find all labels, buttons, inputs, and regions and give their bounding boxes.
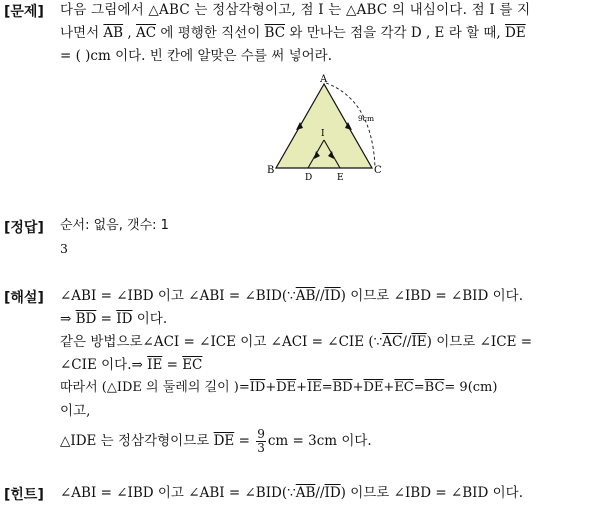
fraction-denominator: 3 <box>257 441 265 455</box>
solution-text: 이다. <box>136 311 168 327</box>
segment-ab: $\overline{AB}$ <box>295 485 316 501</box>
plus-sign: + <box>296 380 308 395</box>
solution-line-3 <box>60 332 587 355</box>
solution-body <box>60 286 587 458</box>
question-text: , <box>127 25 132 41</box>
solution-text: ∠CIE 이다.⇒ <box>60 357 143 373</box>
question-tag: [문제] <box>4 4 44 20</box>
answer-line-1: 순서: 없음, 갯수: 1 <box>60 218 169 233</box>
solution-tag: [해설] <box>4 290 44 306</box>
triangle-abc <box>276 84 375 168</box>
fraction-numerator: 9 <box>257 427 265 441</box>
answer-value: 3 <box>60 241 68 256</box>
solution-text: // <box>402 334 412 350</box>
solution-line-5 <box>60 378 587 401</box>
solution-text: // <box>315 288 325 304</box>
segment-ec: $\overline{EC}$ <box>394 380 414 395</box>
solution-text: 따라서 (△IDE 의 둘레의 길이 )= <box>60 380 250 395</box>
question-line-1: 다음 그림에서 △ABC 는 정삼각형이고, 점 I 는 △ABC 의 내심이다. 점 I 를 지 <box>60 2 531 18</box>
segment-id: $\overline{ID}$ <box>249 380 266 395</box>
solution-text: ) 이므로 ∠ICE = <box>426 334 533 350</box>
segment-ie: $\overline{IE}$ <box>147 357 163 373</box>
question-text: 에 평행한 직선이 <box>160 25 261 41</box>
question-body <box>60 0 587 69</box>
equals-sign: = <box>321 380 333 395</box>
segment-ie: $\overline{IE}$ <box>307 380 322 395</box>
solution-line-6: 이고, <box>60 403 91 419</box>
label-e: E <box>337 173 344 182</box>
segment-ec: $\overline{EC}$ <box>182 357 203 373</box>
solution-text: ) 이므로 ∠IBD = ∠BID 이다. <box>340 288 523 304</box>
segment-de: $\overline{DE}$ <box>213 433 235 449</box>
solution-text: ∠ABI = ∠IBD 이고 ∠ABI = ∠BID(∵ <box>60 288 296 304</box>
segment-bc: $\overline{BC}$ <box>264 25 286 41</box>
solution-line-2 <box>60 309 587 332</box>
hint-line-1 <box>60 483 587 506</box>
question-line-3: = ( )cm 이다. 빈 칸에 알맞은 수를 써 넣어라. <box>60 48 332 64</box>
solution-text: 같은 방법으로∠ACI = ∠ICE 이고 ∠ACI = ∠CIE (∵ <box>60 334 383 350</box>
hint-text: // <box>315 485 325 501</box>
fraction <box>256 428 266 455</box>
segment-id: $\overline{ID}$ <box>324 288 341 304</box>
plus-sign: + <box>383 380 395 395</box>
equals-sign: = <box>413 380 425 395</box>
solution-line-4 <box>60 355 587 378</box>
solution-text: ⇒ <box>60 311 72 327</box>
segment-ie: $\overline{IE}$ <box>411 334 427 350</box>
segment-id: $\overline{ID}$ <box>324 485 341 501</box>
hint-tag: [힌트] <box>4 487 44 503</box>
solution-text: = <box>100 311 112 327</box>
segment-de: $\overline{DE}$ <box>505 25 526 41</box>
solution-line-1 <box>60 286 587 309</box>
label-c: C <box>374 165 382 176</box>
answer-tag: [정답] <box>4 220 44 236</box>
equals-sign: = <box>238 433 250 449</box>
segment-ac: $\overline{AC}$ <box>135 25 157 41</box>
segment-de: $\overline{DE}$ <box>363 380 384 395</box>
segment-ab: $\overline{AB}$ <box>103 25 124 41</box>
label-b: B <box>267 165 275 176</box>
hint-body <box>60 483 587 506</box>
plus-sign: + <box>352 380 364 395</box>
label-i: I <box>321 129 325 139</box>
solution-text: △IDE 는 정삼각형이므로 <box>60 433 210 449</box>
segment-bd: $\overline{BD}$ <box>332 380 353 395</box>
solution-line-7 <box>60 424 587 458</box>
solution-text: = <box>166 357 178 373</box>
question-text: 와 만나는 점을 각각 D , E 라 할 때, <box>289 25 501 41</box>
question-text: 나면서 <box>60 25 100 41</box>
triangle-figure <box>264 72 394 186</box>
segment-de: $\overline{DE}$ <box>276 380 297 395</box>
triangle-diagram <box>264 72 394 182</box>
plus-sign: + <box>265 380 277 395</box>
side-length-label: 9cm <box>358 114 375 123</box>
segment-ab: $\overline{AB}$ <box>295 288 316 304</box>
label-a: A <box>320 74 328 85</box>
segment-bd: $\overline{BD}$ <box>75 311 97 327</box>
segment-bc: $\overline{BC}$ <box>424 380 445 395</box>
solution-line-3-content <box>60 332 532 355</box>
segment-id: $\overline{ID}$ <box>116 311 133 327</box>
question-line-2 <box>60 23 587 46</box>
hint-text: ) 이므로 ∠IBD = ∠BID 이다. <box>340 485 523 501</box>
label-d: D <box>305 173 313 182</box>
answer-body <box>60 216 587 262</box>
solution-text: cm = 3cm 이다. <box>267 433 372 449</box>
segment-ac: $\overline{AC}$ <box>382 334 403 350</box>
hint-text: ∠ABI = ∠IBD 이고 ∠ABI = ∠BID(∵ <box>60 485 296 501</box>
solution-text: = 9(cm) <box>444 380 498 395</box>
